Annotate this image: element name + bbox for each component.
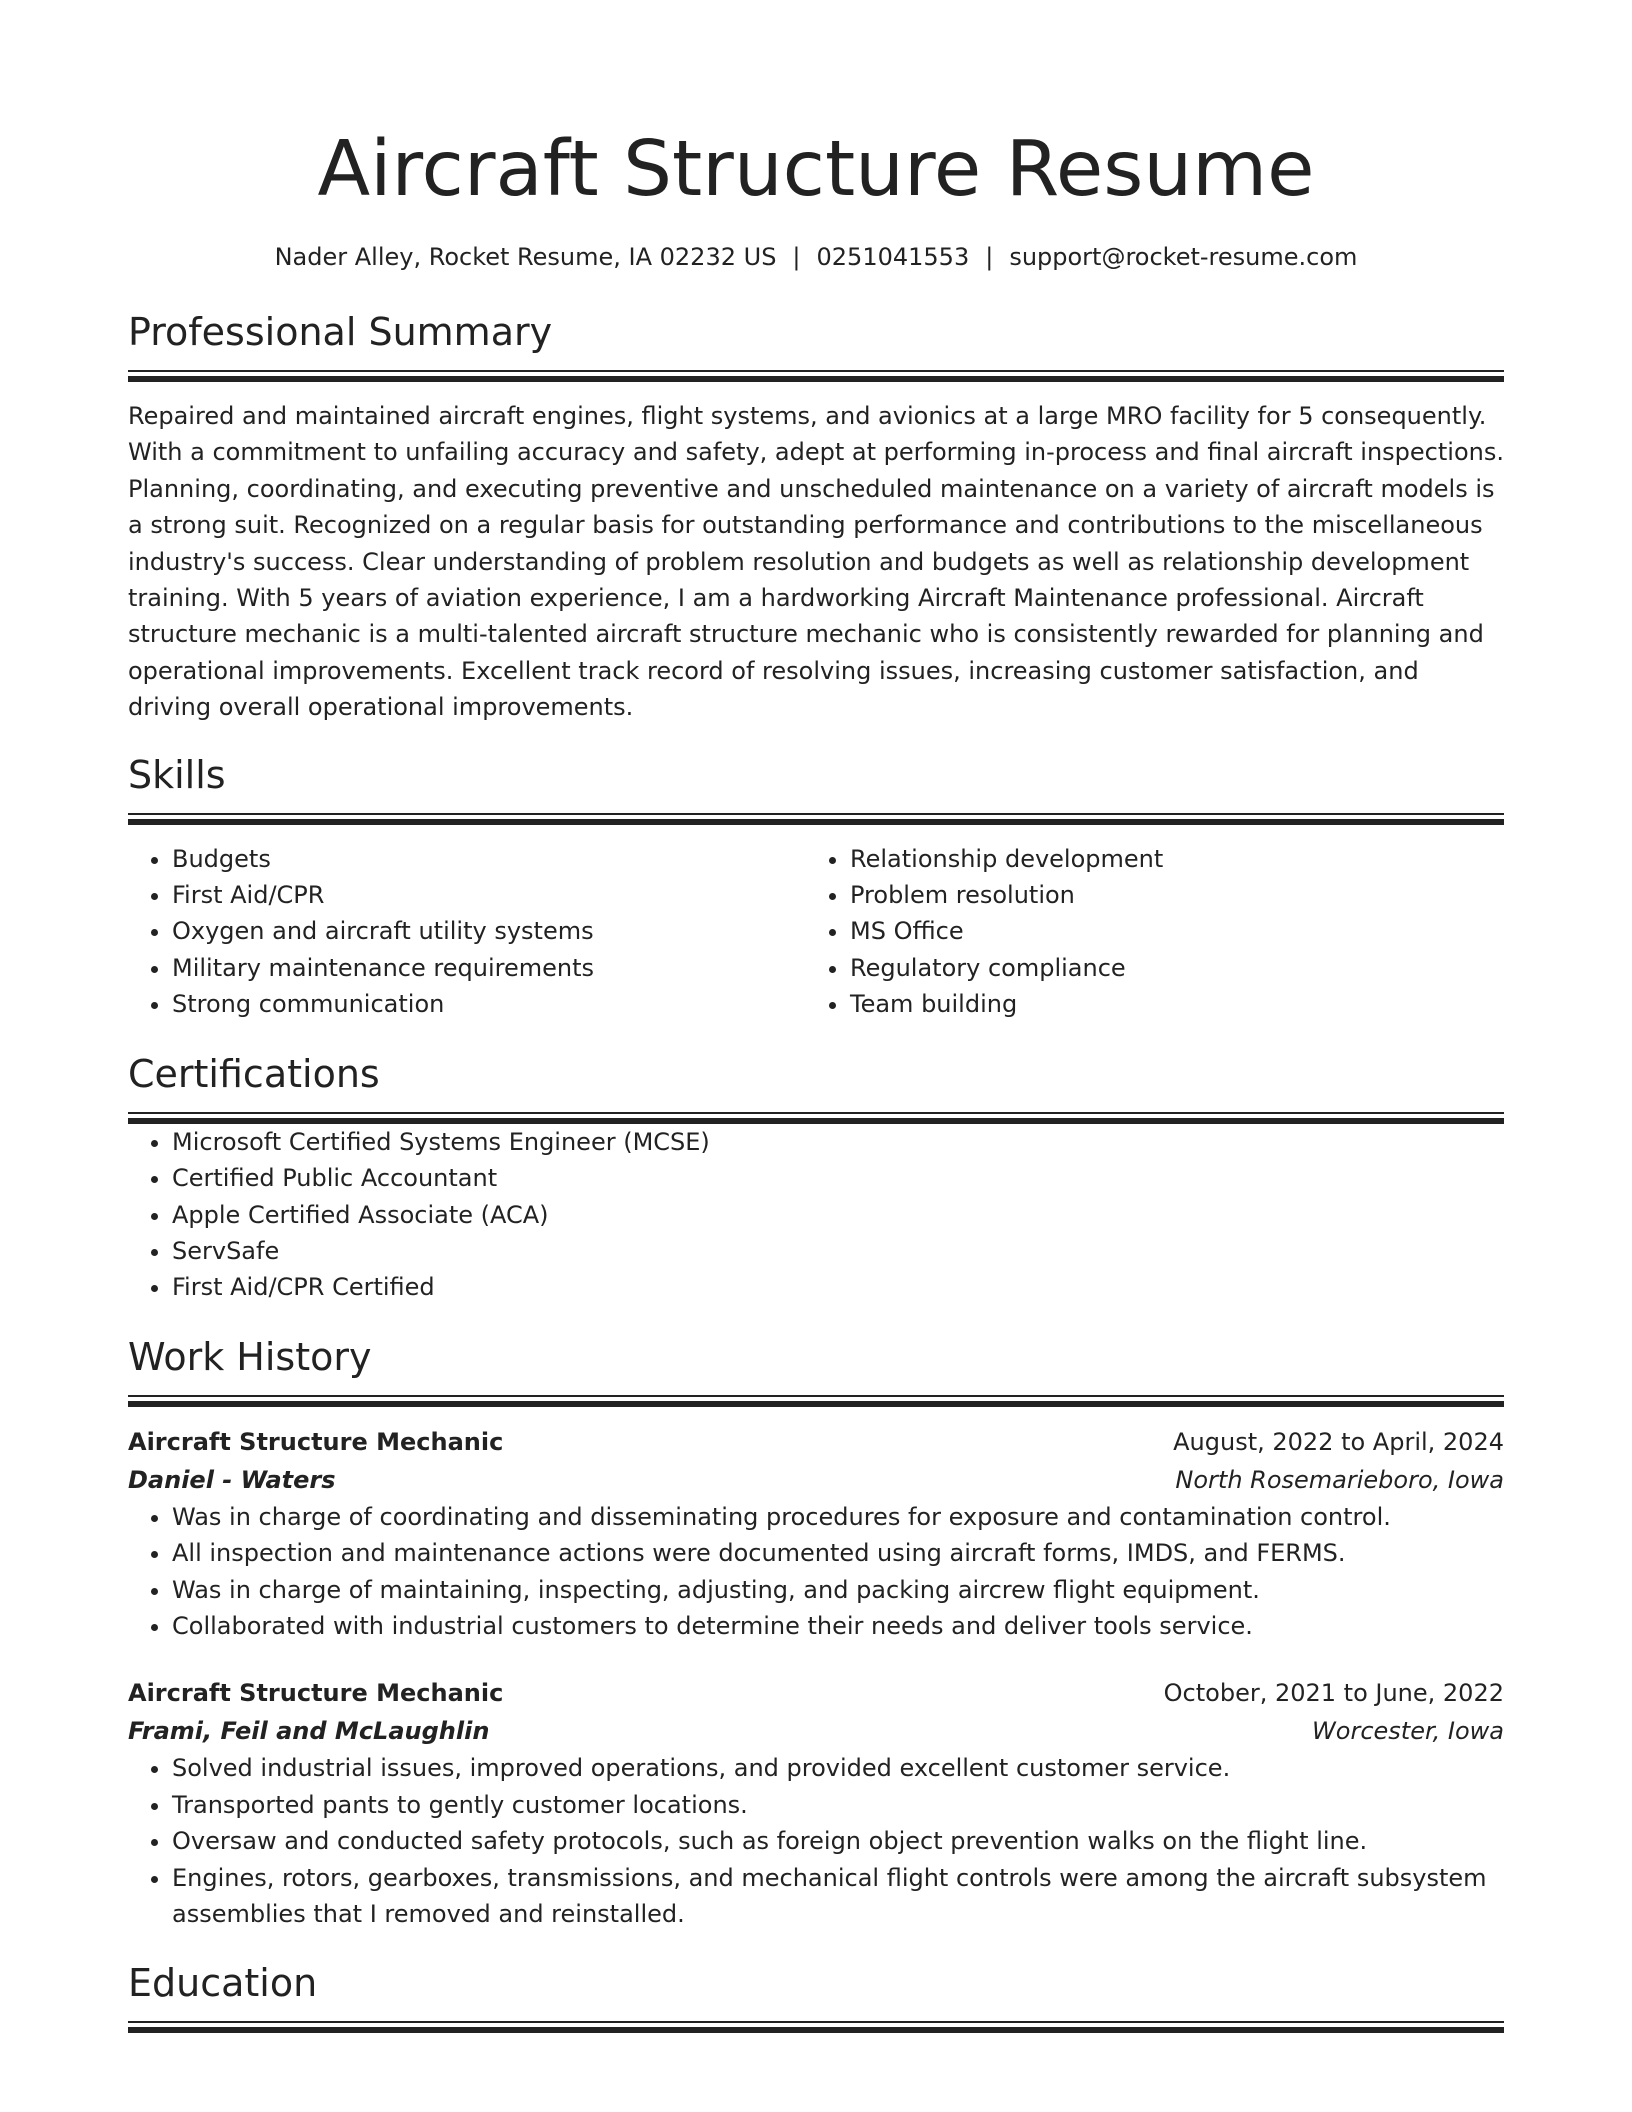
job-duty-item: • Engines, rotors, gearboxes, transmissions, and mechanical flight controls were among the aircraft subsystem assemblies that I removed and reinstalled. xyxy=(172,1860,1504,1933)
section-heading-work-history: Work History xyxy=(128,1334,372,1379)
contact-email: support@rocket-resume.com xyxy=(1009,243,1358,271)
certification-item: • Microsoft Certified Systems Engineer (MCSE) xyxy=(172,1124,1504,1160)
job-dates: October, 2021 to June, 2022 xyxy=(1163,1679,1504,1708)
skill-item: • Problem resolution xyxy=(850,877,1484,913)
job-duty-item: • Was in charge of maintaining, inspecting, adjusting, and packing aircrew flight equipment. xyxy=(172,1572,1504,1608)
section-divider xyxy=(128,2021,1504,2033)
work-history-section xyxy=(128,1332,1504,1933)
job-header xyxy=(128,1423,1504,1461)
resume-title: Aircraft Structure Resume xyxy=(317,125,1315,214)
job-header xyxy=(128,1674,1504,1712)
job-subheader xyxy=(128,1461,1504,1499)
certification-item: • Apple Certified Associate (ACA) xyxy=(172,1197,1504,1233)
job-duty-item: • Was in charge of coordinating and disseminating procedures for exposure and contamination control. xyxy=(172,1499,1504,1535)
job-duties-list xyxy=(128,1750,1504,1932)
summary-text: Repaired and maintained aircraft engines, flight systems, and avionics at a large MRO facility for 5 consequently. With a commitment to unfailing accuracy and safety, adept at performing in-process and final aircraft inspections. Planning, coordinating, and executing preventive and unscheduled maintenance on a variety of aircraft models is a strong suit. Recognized on a regular basis for outstanding performance and contributions to the miscellaneous industry's success. Clear understanding of problem resolution and budgets as well as relationship development training. With 5 years of aviation experience, I am a hardworking Aircraft Maintenance professional. Aircraft structure mechanic is a multi-talented aircraft structure mechanic who is consistently rewarded for planning and operational improvements. Excellent track record of resolving issues, increasing customer satisfaction, and driving overall operational improvements. xyxy=(128,402,1504,722)
job-entry xyxy=(128,1674,1504,1932)
section-divider xyxy=(128,370,1504,382)
certification-item: • Certified Public Accountant xyxy=(172,1160,1504,1196)
section-heading-certifications: Certifications xyxy=(128,1051,380,1096)
skill-item: • Military maintenance requirements xyxy=(172,950,806,986)
section-divider xyxy=(128,1395,1504,1407)
skill-item: • Oxygen and aircraft utility systems xyxy=(172,913,806,949)
job-title: Aircraft Structure Mechanic xyxy=(128,1427,504,1456)
skills-column-right xyxy=(806,841,1484,1023)
job-duty-item: • All inspection and maintenance actions were documented using aircraft forms, IMDS, and FERMS. xyxy=(172,1535,1504,1571)
skill-item: • Strong communication xyxy=(172,986,806,1022)
job-duty-item: • Collaborated with industrial customers to determine their needs and deliver tools service. xyxy=(172,1608,1504,1644)
section-heading-education: Education xyxy=(128,1961,318,2006)
section-divider xyxy=(128,813,1504,825)
skill-item: • Team building xyxy=(850,986,1484,1022)
section-heading-skills: Skills xyxy=(128,752,226,797)
skills-column-left xyxy=(128,841,806,1023)
skill-item: • Regulatory compliance xyxy=(850,950,1484,986)
job-duty-item: • Transported pants to gently customer locations. xyxy=(172,1787,1504,1823)
job-title: Aircraft Structure Mechanic xyxy=(128,1679,504,1708)
job-subheader xyxy=(128,1712,1504,1750)
section-heading-summary: Professional Summary xyxy=(128,310,553,354)
job-company: Frami, Feil and McLaughlin xyxy=(128,1717,490,1746)
certification-item: • First Aid/CPR Certified xyxy=(172,1269,1504,1305)
skill-item: • First Aid/CPR xyxy=(172,877,806,913)
section-divider xyxy=(128,1112,1504,1124)
job-duty-item: • Oversaw and conducted safety protocols, such as foreign object prevention walks on the flight line. xyxy=(172,1823,1504,1859)
skill-item: • Relationship development xyxy=(850,841,1484,877)
summary-section xyxy=(128,307,1504,726)
certification-item: • ServSafe xyxy=(172,1233,1504,1269)
certifications-list xyxy=(128,1124,1504,1306)
job-company: Daniel - Waters xyxy=(128,1465,336,1494)
resume-page xyxy=(128,0,1504,2033)
job-dates: August, 2022 to April, 2024 xyxy=(1173,1427,1504,1456)
contact-phone: 0251041553 xyxy=(816,243,970,271)
job-entry xyxy=(128,1423,1504,1645)
skills-grid xyxy=(128,841,1504,1023)
certifications-section xyxy=(128,1049,1504,1306)
job-location: North Rosemarieboro, Iowa xyxy=(1175,1465,1504,1494)
job-duties-list xyxy=(128,1499,1504,1645)
contact-separator: | xyxy=(985,243,994,271)
job-duty-item: • Solved industrial issues, improved operations, and provided excellent customer service. xyxy=(172,1750,1504,1786)
contact-line xyxy=(128,240,1504,274)
contact-address: Nader Alley, Rocket Resume, IA 02232 US xyxy=(274,243,777,271)
education-section xyxy=(128,1958,1504,2033)
job-location: Worcester, Iowa xyxy=(1312,1717,1504,1746)
skills-section xyxy=(128,750,1504,1023)
contact-separator: | xyxy=(792,243,801,271)
skill-item: • Budgets xyxy=(172,841,806,877)
skill-item: • MS Office xyxy=(850,913,1484,949)
